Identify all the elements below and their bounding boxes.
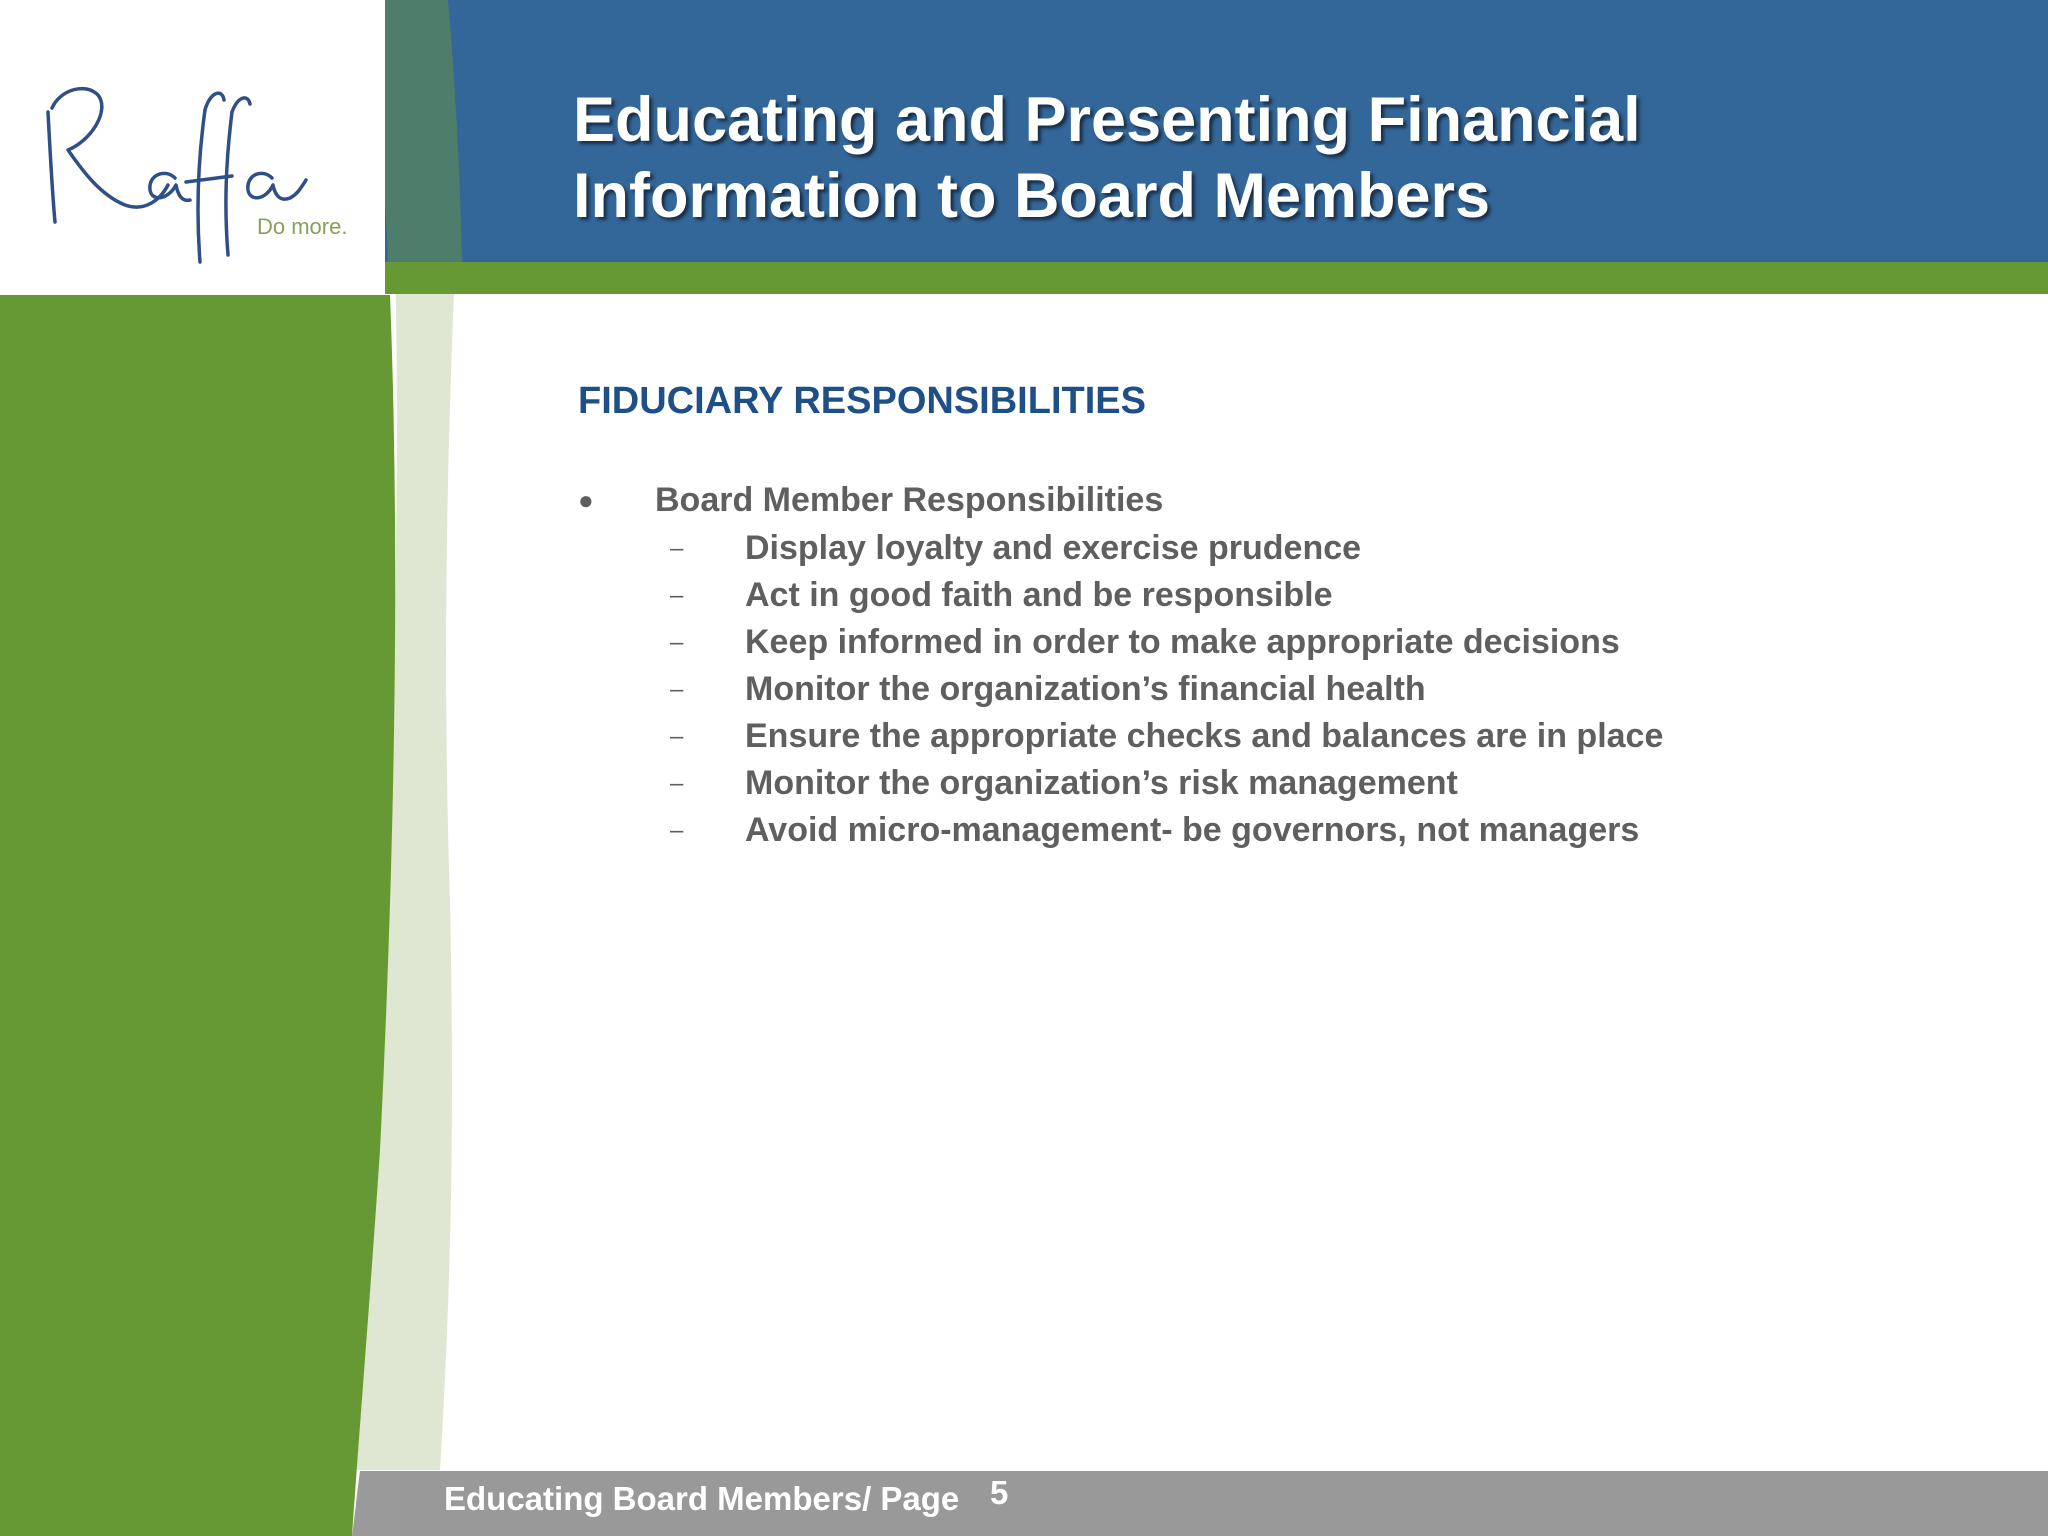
raffa-logo [0,0,400,295]
bullet-dot-icon: ● [578,485,594,515]
sub-bullet-item [578,807,1978,854]
dash-icon: – [670,723,684,750]
bullet-label: Board Member Responsibilities [655,481,1164,519]
title-line-1: Educating and Presenting Financial [573,85,1641,155]
sub-bullet-label: Monitor the organization’s risk management [745,764,1458,802]
section-heading: FIDUCIARY RESPONSIBILITIES [578,380,1146,422]
footer-text: Educating Board Members/ Page [444,1480,960,1517]
dash-icon: – [670,770,684,797]
header-green-stripe [385,262,2048,294]
logo-tagline: Do more. [257,214,348,239]
sub-bullet-item [578,666,1978,713]
sub-bullet-item [578,525,1978,572]
sub-bullet-item [578,619,1978,666]
dash-icon: – [670,629,684,656]
sub-bullet-item [578,760,1978,807]
sub-bullet-item [578,713,1978,760]
sub-bullet-label: Ensure the appropriate checks and balances are in place [745,717,1664,755]
page-number: 5 [990,1474,1009,1511]
bullet-item [578,475,1978,525]
bullet-list [578,475,1978,854]
slide-title [573,82,1873,234]
dash-icon: – [670,817,684,844]
title-line-2: Information to Board Members [573,161,1491,231]
sub-bullet-list [578,525,1978,854]
sub-bullet-item [578,572,1978,619]
dash-icon: – [670,535,684,562]
sub-bullet-label: Monitor the organization’s financial health [745,670,1426,708]
left-green-panel [0,295,395,1536]
sub-bullet-label: Avoid micro-management- be governors, not managers [745,811,1640,849]
sub-bullet-label: Keep informed in order to make appropriate decisions [745,623,1620,661]
sub-bullet-label: Display loyalty and exercise prudence [745,529,1362,567]
dash-icon: – [670,582,684,609]
dash-icon: – [670,676,684,703]
sub-bullet-label: Act in good faith and be responsible [745,576,1333,614]
